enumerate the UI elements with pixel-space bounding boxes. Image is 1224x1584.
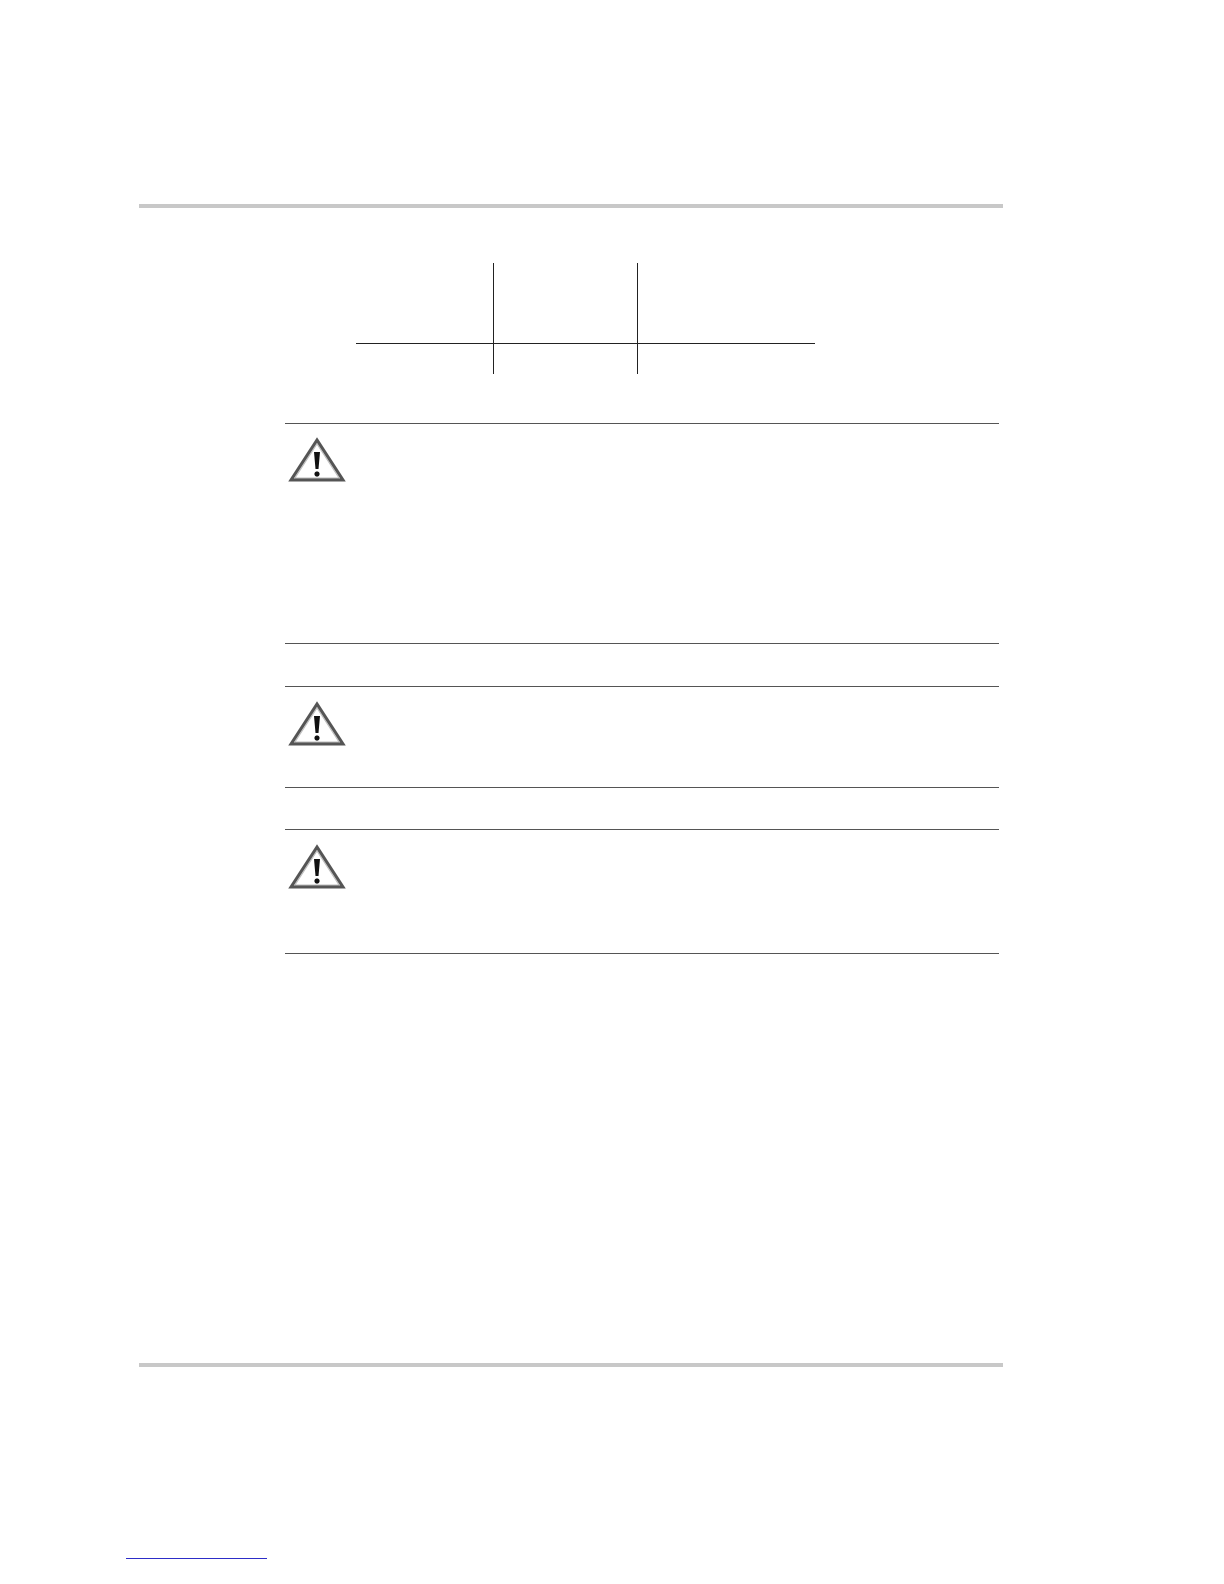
footer-link-underline[interactable]	[126, 1558, 267, 1559]
notice-bottom-rule	[285, 953, 999, 954]
notice-bottom-rule	[285, 787, 999, 788]
table-header-divider	[356, 343, 815, 344]
notice-bottom-rule	[285, 643, 999, 644]
warning-triangle-icon	[288, 701, 346, 747]
header-rule	[139, 204, 1003, 208]
table-column-divider	[493, 263, 494, 374]
warning-triangle-icon	[288, 844, 346, 890]
footer-rule	[139, 1363, 1003, 1367]
notice-top-rule	[285, 686, 999, 687]
spec-table	[356, 263, 816, 375]
notice-top-rule	[285, 829, 999, 830]
notice-top-rule	[285, 423, 999, 424]
table-column-divider	[637, 263, 638, 374]
warning-triangle-icon	[288, 437, 346, 483]
